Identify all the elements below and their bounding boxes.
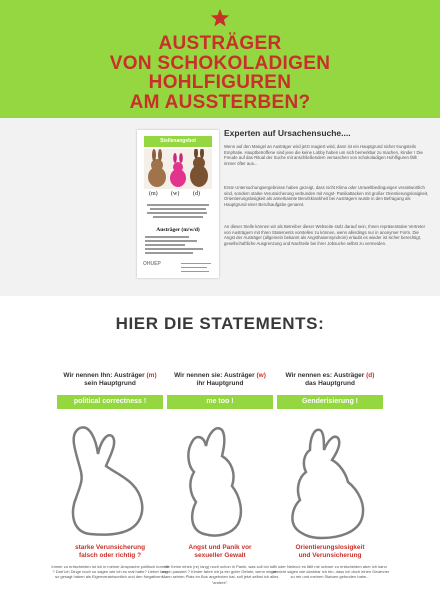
info-paragraph: Wenn auf den Mangel an Austräger wird jetzt reagiert wird, dann ist ein Hauptgrund sicher trungsteils Emphatie. Hauptbetroffene sind jene die keine Lobby haben um sich bemerkbar zu machen, Kinder ! Die Freude auf das Ritual der Suche mit anschließendem vernaschen von schokoladigen Hohlfiguren fällt immer öfter aus... <box>224 144 423 166</box>
statement-column-m <box>50 372 170 580</box>
column-subheading-line: falsch oder richtig ? <box>78 551 142 559</box>
hero-title-line: HOHLFIGUREN <box>148 72 292 93</box>
column-heading-tag: (d) <box>366 372 375 379</box>
info-heading: Experten auf Ursachensuche.... <box>224 128 351 138</box>
flyer-logo: OHUEP <box>143 261 161 267</box>
column-text: Ei oder Nelecu! es fällt mir schwer zu entscheiden aber ich kann gar nicht sagen wie dankbar ich bin, dass ich doch einen Gewinner zu mir und meinen Statuen gefunden habe... <box>270 564 390 580</box>
column-badge: me too ! <box>167 395 273 409</box>
flyer-text-line <box>145 248 203 250</box>
flyer-text-line <box>181 271 209 272</box>
flyer-title: Austräger (m/w/d) <box>156 227 200 233</box>
flyer-text-line <box>145 252 193 254</box>
bunny-figures-illustration <box>144 149 212 189</box>
column-text: die Keine eines (nr) lang) noch schon in Panik, was soll ich tun wenn passiert ? Kinder fahre ich ja ein guter Gefahr, wenn mir ein Mann seinen Platz im Bus angeboten hat, soll jetzt selbst ich alles "andere". <box>161 564 279 585</box>
column-heading-text: Wir nennen es: Austräger <box>285 372 367 379</box>
column-subheading-line: Orientierungslosigkeit <box>295 544 365 551</box>
column-heading-text: Wir nennen sie: Austräger <box>174 372 257 379</box>
statement-column-d <box>270 372 390 580</box>
flyer-text-line <box>145 236 189 238</box>
info-paragraph: An dieser Stelle können wir als Betreiber dieser Webseite stolz darauf sein, Ihnen repräsentative Vertreter von Austrägern mit Ihren Statements vorstellen zu können, wenn allerdings nur in anonymer Form. Die Angst der Austräger (allgemein bekannt als Angsthasensyndrom) erlaubt es wieder ist sicher berechtigt, gesellschaftliche Ausgrenzung und Nachteile bei ihrer Jobsuche selbst zu vermeiden. <box>224 224 426 246</box>
flyer-label-m: (m) <box>149 191 158 197</box>
column-heading-sub: sein Hauptgrund <box>84 380 136 387</box>
column-heading-text: Wir nennen Ihn: Austräger <box>63 372 147 379</box>
column-subheading-line: Angst und Panik vor <box>188 544 252 551</box>
column-heading-tag: (w) <box>256 372 266 379</box>
column-heading <box>50 372 170 390</box>
column-subheading-line: sexueller Gewalt <box>194 551 246 559</box>
flyer-label-d: (d) <box>193 191 200 197</box>
info-paragraph: Erste Untersuchungsergebnisse haben gezeigt, dass nicht Klima oder Umweltbedingungen verantwortlich sind, sondern starke Verunsicherung verbunden mit Angst- Panikattacken mit großer Orientierungslosigkeit, Orientierungslosigkeit als annerkannte Berufskrankheit bei Austrägern wurde in den Befragung als Hauptgrund einer Berufsaufgabe genannt. <box>224 185 429 207</box>
flyer-text-line <box>147 204 209 206</box>
column-heading-sub: ihr Hauptgrund <box>196 380 244 387</box>
column-subheading <box>50 544 170 559</box>
hero-title-line: VON SCHOKOLADIGEN <box>109 52 331 74</box>
job-flyer-image[interactable] <box>137 130 219 278</box>
statement-column-w <box>160 372 280 585</box>
flyer-text-line <box>153 216 203 218</box>
flyer-band: Stellenangebot <box>144 136 212 147</box>
column-heading-sub: das Hauptgrund <box>305 380 355 387</box>
hero-title-line: AUSTRÄGER <box>158 33 282 54</box>
flyer-text-line <box>145 244 185 246</box>
column-text: Immer zu entscheiden ist ich in meiner Ansprache politisch korrekt ? Darf ich Dinge noch so sagen wie ich es mal hatte? Lieber lang so gesagt haben als Eigenverantwortlich und den Negativen... <box>51 564 169 580</box>
bunny-silhouette-icon <box>50 416 170 540</box>
column-badge: Genderisierung ! <box>277 395 383 409</box>
column-heading-tag: (m) <box>146 372 157 379</box>
flyer-text-line <box>145 240 197 242</box>
bunny-silhouette-icon <box>270 416 390 540</box>
column-heading <box>160 372 280 390</box>
column-subheading-line: und Verunsicherung <box>298 551 362 559</box>
flyer-text-line <box>150 208 206 210</box>
star-icon <box>210 8 230 28</box>
flyer-text-line <box>147 212 207 214</box>
column-heading <box>270 372 390 390</box>
column-subheading-line: starke Verunsicherung <box>74 544 146 551</box>
flyer-text-line <box>181 263 211 264</box>
flyer-label-w: (w) <box>171 191 180 197</box>
column-subheading <box>160 544 280 559</box>
column-subheading <box>270 544 390 559</box>
bunny-silhouette-icon <box>160 416 280 540</box>
hero-title <box>0 34 440 112</box>
column-badge: political correctness ! <box>57 395 163 409</box>
hero-title-line: AM AUSSTERBEN? <box>129 91 311 113</box>
hero-banner <box>0 0 440 118</box>
statements-title: HIER DIE STATEMENTS: <box>115 314 325 333</box>
flyer-text-line <box>181 267 207 268</box>
